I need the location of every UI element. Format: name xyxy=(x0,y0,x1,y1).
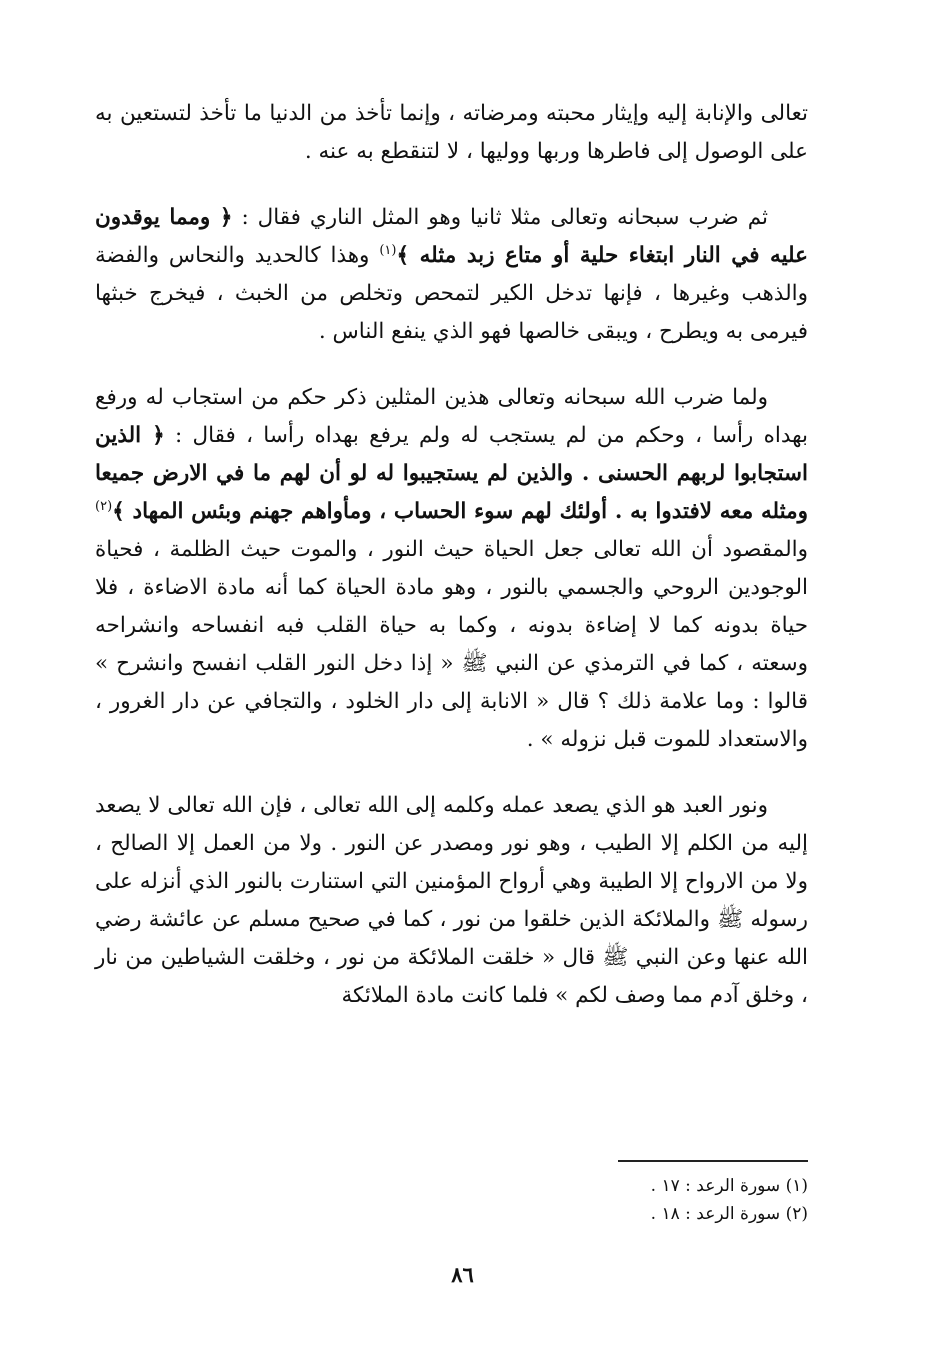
paragraph xyxy=(95,787,808,1015)
footnote-1: (١) سورة الرعد : ١٧ . xyxy=(650,1176,808,1196)
footnote-ref: (١) xyxy=(379,242,397,258)
text-run: والمقصود أن الله تعالى جعل الحياة حيث النور ، والموت حيث الظلمة ، فحياة الوجودين الروحي والجسمي بالنور ، وهو مادة الحياة كما أنه مادة الاضاءة ، فلا حياة بدونه كما لا إضاءة بدونه ، وكما به حياة القلب فبه انفساحه وانشراحه وسعته ، كما في الترمذي عن النبي ﷺ « إذا دخل النور القلب انفسح وانشرح » قالوا : وما علامة ذلك ؟ قال « الانابة إلى دار الخلود ، والتجافي عن دار الغرور ، والاستعداد للموت قبل نزوله » . xyxy=(95,537,808,752)
footnote-ref: (٢) xyxy=(95,498,113,514)
footnote-divider xyxy=(618,1160,808,1162)
quran-verse: ﴿ ومما يوقدون عليه في النار ابتغاء حلية أو متاع زبد مثله ﴾ xyxy=(95,205,809,268)
quran-verse: ﴿ الذين استجابوا لربهم الحسنى . والذين لم يستجيبوا له لو أن لهم ما في الارض جميعا ومثله معه لافتدوا به . أولئك لهم سوء الحساب ، ومأواهم جهنم وبئس المهاد ﴾ xyxy=(95,423,808,524)
footnotes xyxy=(520,1160,808,1228)
text-run: ونور العبد هو الذي يصعد عمله وكلمه إلى الله تعالى ، فإن الله تعالى لا يصعد إليه من الكلم إلا الطيب ، وهو نور ومصدر عن النور . ولا من العمل إلا الصالح ، ولا من الارواح إلا الطيبة وهي أرواح المؤمنين التي استنارت بالنور الذي أنزله على رسوله ﷺ والملائكة الذين خلقوا من نور ، كما في صحيح مسلم عن عائشة رضي الله عنها وعن النبي ﷺ قال « خلقت الملائكة من نور ، وخلقت الشياطين من نار ، وخلق آدم مما وصف لكم » فلما كانت مادة الملائكة xyxy=(95,793,808,1008)
footnote-2: (٢) سورة الرعد : ١٨ . xyxy=(650,1204,808,1224)
paragraph xyxy=(95,199,808,351)
page-number: ٨٦ xyxy=(451,1262,474,1287)
paragraph xyxy=(95,95,808,171)
text-run: ثم ضرب سبحانه وتعالى مثلا ثانيا وهو المثل الناري فقال : xyxy=(232,205,768,230)
paragraph xyxy=(95,379,808,759)
text-run: ولما ضرب الله سبحانه وتعالى هذين المثلين ذكر حكم من استجاب له ورفع بهداه رأسا ، وحكم من لم يستجب له ولم يرفع بهداه رأسا ، فقال : xyxy=(95,385,808,448)
main-text xyxy=(95,95,808,1015)
text-run: وهذا كالحديد والنحاس والفضة والذهب وغيرها ، فإنها تدخل الكير لتمحص وتخلص من الخبث ، فيخرج خبثها فيرمى به ويطرح ، ويبقى خالصها فهو الذي ينفع الناس . xyxy=(95,243,808,344)
text-run: تعالى والإنابة إليه وإيثار محبته ومرضاته ، وإنما تأخذ من الدنيا ما تأخذ لتستعين به على الوصول إلى فاطرها وربها ووليها ، لا لتنقطع به عنه . xyxy=(95,101,808,164)
